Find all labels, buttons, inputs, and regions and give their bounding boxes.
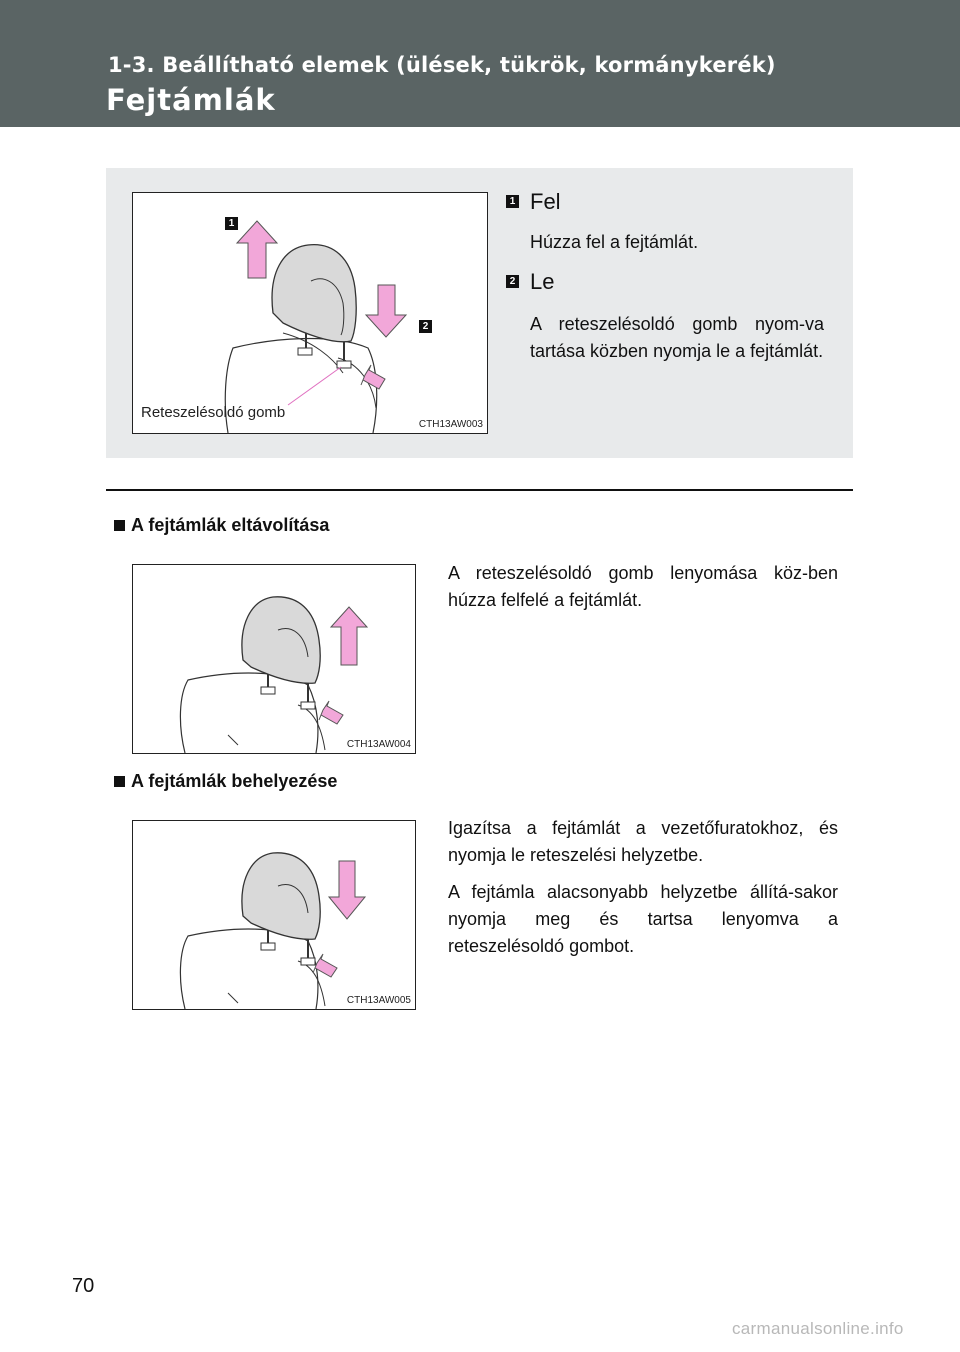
step-title-down: Le xyxy=(530,269,555,294)
figure-code-installation: CTH13AW005 xyxy=(346,995,411,1006)
page-title: Fejtámlák xyxy=(106,83,276,117)
headrest-installation-illustration xyxy=(133,821,416,1010)
subheading-removal-text: A fejtámlák eltávolítása xyxy=(131,515,330,535)
removal-instructions xyxy=(448,560,838,624)
installation-paragraph-2: A fejtámla alacsonyabb helyzetbe állítá-sakor nyomja meg és tartsa lenyomva a reteszelésoldó gombot. xyxy=(448,882,838,956)
installation-paragraph-1: Igazítsa a fejtámlát a vezetőfuratokhoz, és nyomja le reteszelési helyzetbe. xyxy=(448,818,838,865)
figure-code: CTH13AW003 xyxy=(418,419,483,430)
subheading-installation-text: A fejtámlák behelyezése xyxy=(131,771,338,791)
headrest-removal-figure xyxy=(132,564,416,754)
square-bullet-icon xyxy=(114,776,125,787)
step-text-down: A reteszelésoldó gomb nyom-va tartása közben nyomja le a fejtámlát. xyxy=(530,314,824,361)
subheading-installation xyxy=(114,771,337,792)
figure-code-removal: CTH13AW004 xyxy=(346,739,411,750)
headrest-removal-illustration xyxy=(133,565,416,754)
step-title-up: Fel xyxy=(530,189,561,214)
subheading-removal xyxy=(114,515,329,536)
installation-instructions xyxy=(448,815,838,970)
headrest-adjust-figure xyxy=(132,192,488,434)
step-badge-1: 1 xyxy=(506,195,519,208)
site-watermark[interactable]: carmanualsonline.info xyxy=(732,1319,904,1338)
badge-2: 2 xyxy=(418,319,433,334)
step-badge-2: 2 xyxy=(506,275,519,288)
headrest-adjust-illustration xyxy=(133,193,488,434)
headrest-installation-figure xyxy=(132,820,416,1010)
headrest-adjust-panel xyxy=(106,168,853,458)
release-button-callout: Reteszelésoldó gomb xyxy=(141,404,286,421)
chapter-header xyxy=(0,0,960,127)
square-bullet-icon xyxy=(114,520,125,531)
section-heading: 1-3. Beállítható elemek (ülések, tükrök, kormánykerék) xyxy=(108,53,776,77)
page-number: 70 xyxy=(72,1275,95,1297)
badge-1: 1 xyxy=(224,216,239,231)
step-text-up: Húzza fel a fejtámlát. xyxy=(530,232,699,252)
section-divider xyxy=(106,489,853,491)
removal-paragraph: A reteszelésoldó gomb lenyomása köz-ben húzza felfelé a fejtámlát. xyxy=(448,563,838,610)
